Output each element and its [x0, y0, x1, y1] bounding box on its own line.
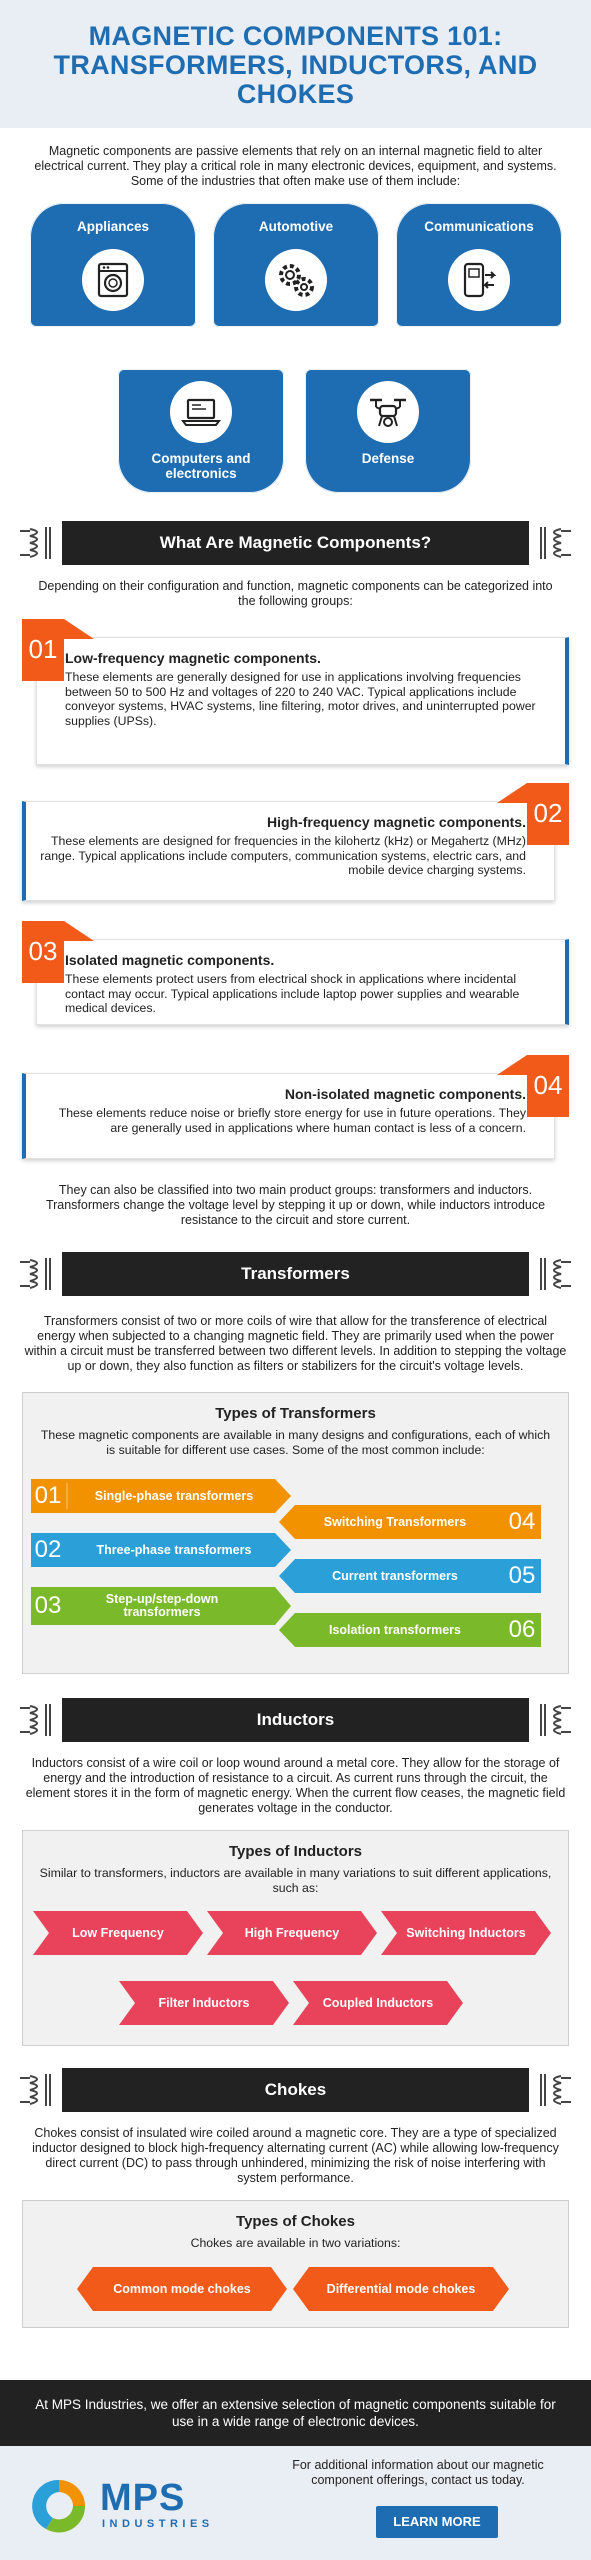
type-label: Single-phase transformers	[94, 1488, 254, 1503]
type-number: 05	[508, 1562, 536, 1589]
footer-statement	[0, 2380, 591, 2446]
section-banner-inductors	[18, 1698, 573, 1742]
drone-icon	[357, 381, 419, 443]
transformers-text: Transformers consist of two or more coils of wire that allow for the transference of electrical energy when subjected to a changing magnetic field. They are primarily used when the power within a circuit must be transferred between two different levels. In addition to stepping the voltage up or down, they also function as filters or stabilizers for the circuit's voltage levels.	[24, 1314, 567, 1373]
section-heading: Inductors	[62, 1698, 529, 1742]
group-card-body	[22, 1073, 555, 1159]
industry-label: Defense	[361, 451, 415, 466]
chokes-text: Chokes consist of insulated wire coiled around a magnetic core. They are a type of specialized inductor designed to block high-frequency alternating current (AC) while allowing low-frequency direct current (DC) to pass through unhindered, minimizing the risk of noise interfering with system performance.	[32, 2126, 559, 2185]
coil-icon	[18, 2068, 56, 2112]
types-title: Types of Inductors	[228, 1843, 363, 1860]
group-text: These elements are generally designed for use in applications involving frequencies between 50 to 500 Hz and voltages of 220 to 240 VAC. Typical applications include conveyor systems, HVAC systems, line filtering, motor drives, and uninterrupted power supplies (UPSs).	[65, 670, 536, 728]
type-number: 06	[508, 1616, 536, 1643]
page-title	[0, 22, 591, 109]
group-number: 02	[527, 783, 569, 845]
type-label: High Frequency	[244, 1926, 340, 1940]
transformer-type-03	[31, 1587, 291, 1621]
group-number: 03	[22, 921, 64, 983]
inductor-type-switching	[381, 1911, 551, 1955]
type-label: Current transformers	[332, 1568, 458, 1583]
industry-label: Appliances	[76, 219, 150, 234]
type-number: 03	[34, 1592, 62, 1619]
laptop-icon	[170, 381, 232, 443]
mps-logo-mark-icon	[26, 2476, 92, 2536]
types-intro: Similar to transformers, inductors are available in many variations to suit different applications, such as:	[39, 1866, 552, 1895]
group-card-body	[36, 637, 569, 765]
washing-machine-icon	[82, 249, 144, 311]
industry-card-automotive	[213, 203, 379, 327]
section-heading: Transformers	[62, 1252, 529, 1296]
types-title: Types of Transformers	[215, 1405, 376, 1422]
group-title: Low-frequency magnetic components.	[65, 650, 321, 666]
type-label: Three-phase transformers	[96, 1542, 252, 1557]
group-title: Non-isolated magnetic components.	[284, 1086, 526, 1102]
logo-wordmark: MPS	[100, 2477, 186, 2519]
types-intro: Chokes are available in two variations:	[190, 2236, 401, 2250]
types-of-transformers-box	[22, 1392, 569, 1674]
group-card-02	[22, 783, 569, 901]
type-number: 02	[34, 1536, 62, 1563]
inductors-text: Inductors consist of a wire coil or loop wound around a metal core. They allow for the storage of energy and the introduction of resistance to a circuit. As current runs through the circuit, the element stores it in the form of magnetic energy. When the current flow ceases, the magnetic field generates voltage in the conductor.	[25, 1756, 566, 1815]
type-number: 04	[508, 1508, 536, 1535]
contact-text: For additional information about our magnetic component offerings, contact us today.	[292, 2458, 544, 2487]
corner-triangle	[64, 921, 94, 941]
group-card-03	[22, 921, 569, 1025]
group-number: 04	[527, 1055, 569, 1117]
transformer-type-05	[279, 1559, 541, 1593]
industries-grid	[0, 197, 591, 517]
coil-icon	[535, 521, 573, 565]
type-label: Common mode chokes	[113, 2282, 251, 2296]
type-label: Step-up/step-down transformers	[105, 1592, 219, 1619]
type-label: Switching Inductors	[406, 1926, 526, 1940]
type-label: Low Frequency	[72, 1926, 164, 1940]
mps-logo	[26, 2476, 246, 2536]
transformer-type-04	[279, 1505, 541, 1539]
industry-label: Computers and electronics	[151, 451, 251, 481]
group-card-04	[22, 1055, 569, 1159]
industry-card-appliances	[30, 203, 196, 327]
types-title: Types of Chokes	[236, 2213, 355, 2230]
industry-label: Automotive	[258, 219, 334, 234]
types-intro: These magnetic components are available in many designs and configurations, each of which is suitable for different use cases. Some of the most common include:	[40, 1428, 551, 1457]
classification-text: They can also be classified into two main product groups: transformers and inductors. Transformers change the voltage level by stepping it up or down, while inductors introduce resistance to the circuit and store current.	[45, 1183, 546, 1227]
types-of-chokes-box	[22, 2200, 569, 2328]
coil-icon	[535, 2068, 573, 2112]
gears-icon	[265, 249, 327, 311]
choke-type-differential-mode	[293, 2267, 509, 2311]
section-banner-what-are	[18, 521, 573, 565]
coil-icon	[535, 1252, 573, 1296]
section-heading: Chokes	[62, 2068, 529, 2112]
type-label: Filter Inductors	[158, 1996, 250, 2010]
corner-triangle	[497, 783, 527, 803]
page-header	[0, 0, 591, 128]
groups-intro: Depending on their configuration and function, magnetic components can be categorized into the following groups:	[38, 579, 553, 608]
statement-text: At MPS Industries, we offer an extensive selection of magnetic components suitable for use in a wide range of electronic devices.	[35, 2397, 556, 2429]
inductor-type-filter	[119, 1981, 289, 2025]
transformer-type-06	[279, 1613, 541, 1647]
industry-card-communications	[396, 203, 562, 327]
industry-label: Communications	[424, 219, 534, 234]
group-number: 01	[22, 619, 64, 681]
type-label: Differential mode chokes	[326, 2282, 476, 2296]
logo-subtitle: INDUSTRIES	[102, 2518, 214, 2530]
group-text: These elements protect users from electrical shock in applications where incidental contact may occur. Typical applications include laptop power supplies and wearable medical devices.	[65, 972, 520, 1015]
section-banner-transformers	[18, 1252, 573, 1296]
phone-transfer-icon	[448, 249, 510, 311]
types-of-inductors-box	[22, 1830, 569, 2046]
inductor-type-low-frequency	[33, 1911, 203, 1955]
type-label: Coupled Inductors	[322, 1996, 434, 2010]
footer-contact	[0, 2446, 591, 2560]
type-label: Isolation transformers	[329, 1622, 461, 1637]
industry-card-defense	[305, 369, 471, 493]
group-card-body	[36, 939, 569, 1025]
corner-triangle	[497, 1055, 527, 1075]
coil-icon	[18, 521, 56, 565]
learn-more-button[interactable]: LEARN MORE	[376, 2506, 498, 2538]
title-line-3: CHOKES	[236, 79, 355, 109]
inductor-type-high-frequency	[207, 1911, 377, 1955]
section-heading: What Are Magnetic Components?	[62, 521, 529, 565]
intro-text: Magnetic components are passive elements that rely on an internal magnetic field to alter electrical current. They play a critical role in many electronic devices, equipment, and systems. Some of the industries that often make use of them include:	[34, 144, 557, 188]
title-line-1: MAGNETIC COMPONENTS 101:	[88, 21, 503, 51]
type-number: 01	[34, 1482, 62, 1509]
industry-card-computers	[118, 369, 284, 493]
group-card-01	[22, 619, 569, 767]
group-title: Isolated magnetic components.	[65, 952, 275, 968]
type-label: Switching Transformers	[323, 1514, 467, 1529]
group-card-body	[22, 801, 555, 901]
coil-icon	[18, 1252, 56, 1296]
transformer-type-02	[31, 1533, 291, 1567]
inductor-type-coupled	[293, 1981, 463, 2025]
transformer-type-01	[31, 1479, 291, 1513]
section-banner-chokes	[18, 2068, 573, 2112]
coil-icon	[18, 1698, 56, 1742]
choke-type-common-mode	[77, 2267, 287, 2311]
group-text: These elements reduce noise or briefly store energy for use in future operations. They are generally used in applications where human contact is less of a concern.	[58, 1106, 526, 1135]
title-line-2: TRANSFORMERS, INDUCTORS, AND	[53, 50, 538, 80]
group-text: These elements are designed for frequencies in the kilohertz (kHz) or Megahertz (MHz) range. Typical applications include computers, communication systems, electric cars, and mobile device charging systems.	[40, 834, 526, 877]
coil-icon	[535, 1698, 573, 1742]
group-title: High-frequency magnetic components.	[266, 814, 526, 830]
corner-triangle	[64, 619, 94, 639]
